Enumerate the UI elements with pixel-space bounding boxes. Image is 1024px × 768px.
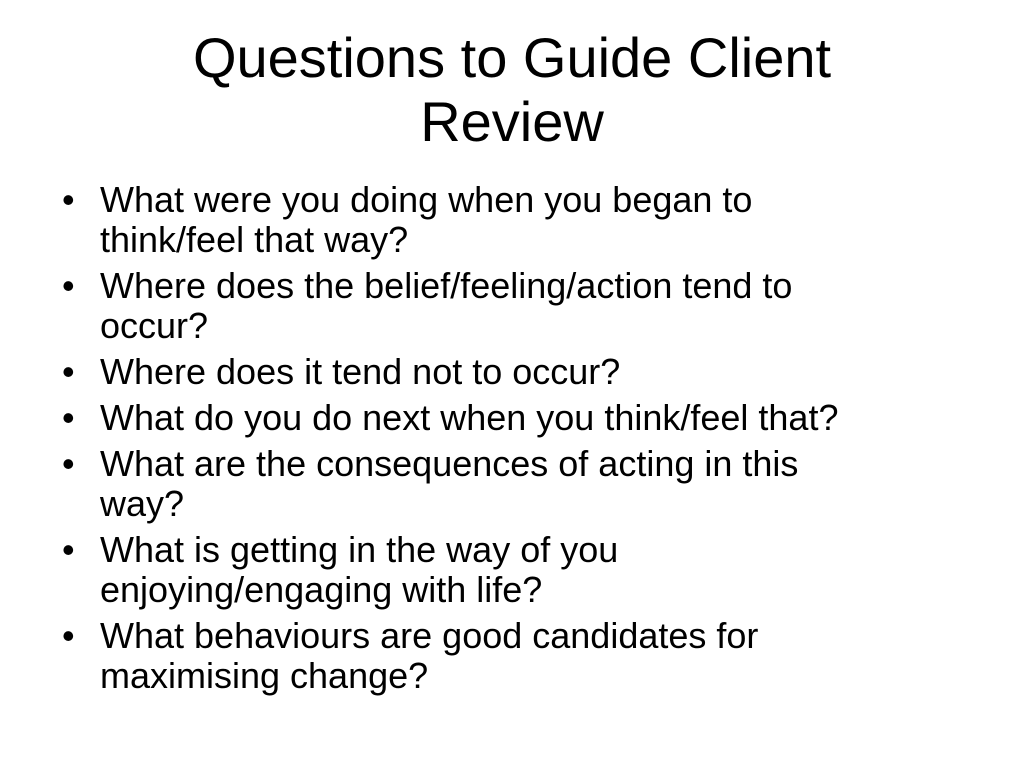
bullet-item-7 [62,616,962,696]
bullet-item-1 [62,180,962,260]
bullet-text: way? [100,483,185,524]
bullet-text: What do you do next when you think/feel that? [100,397,839,438]
bullet-text: Where does it tend not to occur? [100,351,621,392]
bullet-text: think/feel that way? [100,219,409,260]
bullet-item-6 [62,530,962,610]
bullet-text: What are the consequences of acting in this [100,443,799,484]
bullet-item-2 [62,266,962,346]
bullet-text: enjoying/engaging with life? [100,569,543,610]
bullet-item-3 [62,352,962,392]
bullet-text: What were you doing when you began to [100,179,753,220]
bullet-dot-icon: • [62,397,75,438]
bullet-text: Where does the belief/feeling/action tend to [100,265,793,306]
bullet-text: What behaviours are good candidates for [100,615,759,656]
bullet-list [62,180,962,702]
bullet-text: occur? [100,305,209,346]
slide-title-line-1: Questions to Guide Client [192,26,832,89]
bullet-text: What is getting in the way of you [100,529,619,570]
bullet-dot-icon: • [62,529,75,570]
bullet-item-4 [62,398,962,438]
slide-title [0,26,1024,154]
slide-title-line-2: Review [420,90,604,153]
bullet-item-5 [62,444,962,524]
bullet-dot-icon: • [62,265,75,306]
bullet-text: maximising change? [100,655,429,696]
bullet-dot-icon: • [62,351,75,392]
bullet-dot-icon: • [62,443,75,484]
bullet-dot-icon: • [62,615,75,656]
bullet-dot-icon: • [62,179,75,220]
